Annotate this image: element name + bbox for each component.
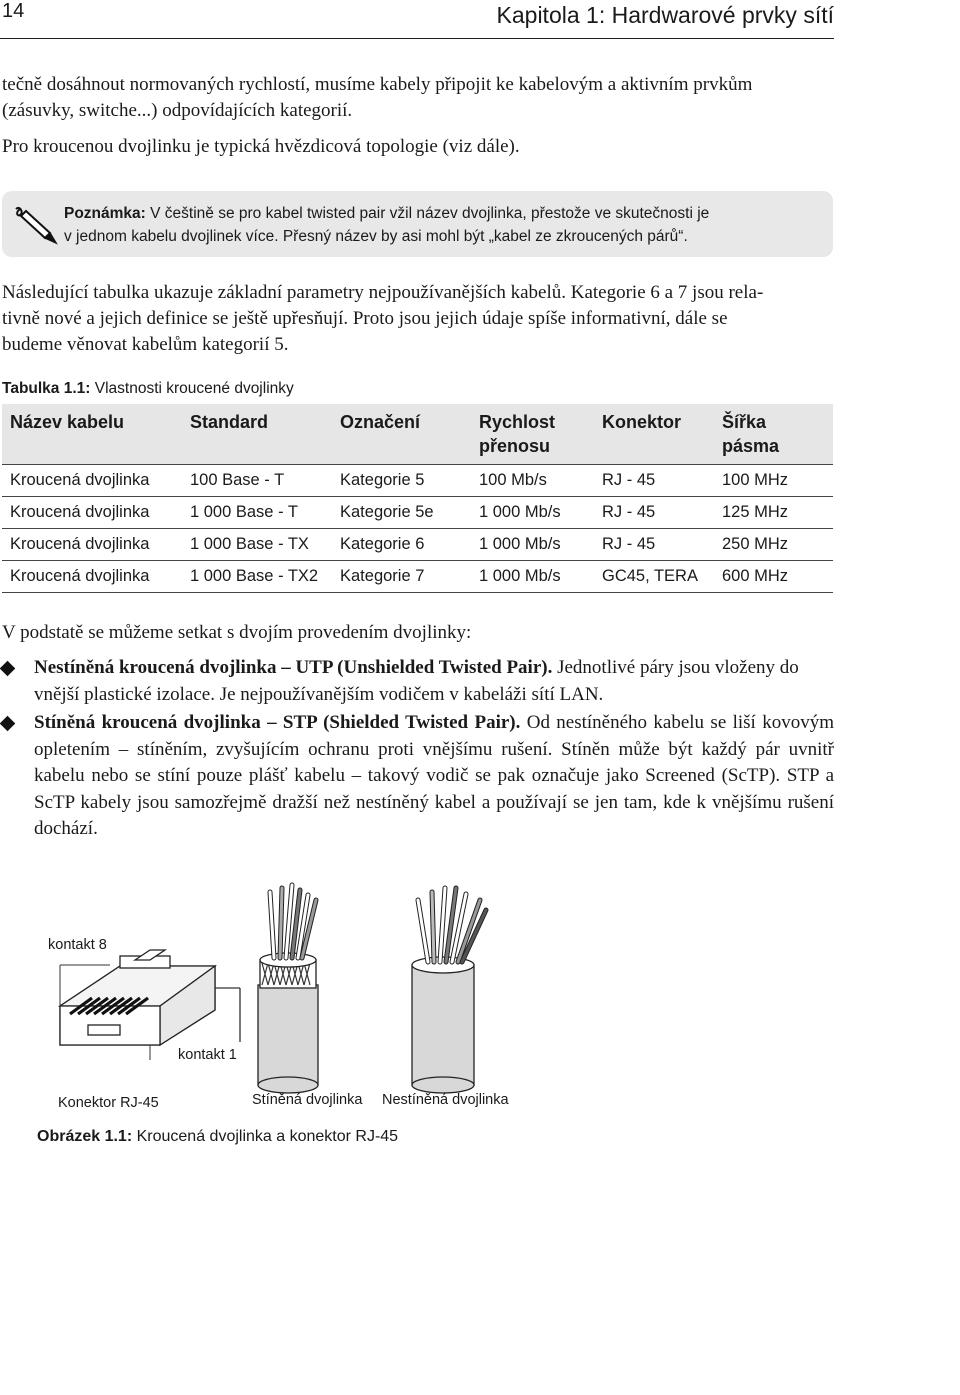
- table-cell: 1 000 Base - TX: [182, 529, 332, 561]
- table-intro-line-1: Následující tabulka ukazuje základní parametry nejpoužívanějších kabelů. Kategorie 6 a 7 jsou rela-: [2, 282, 764, 303]
- table-caption-text: Vlastnosti kroucené dvojlinky: [90, 380, 294, 397]
- cable-parameters-table: [2, 404, 833, 593]
- intro-line-2: (zásuvky, switche...) odpovídajících kategorií.: [2, 100, 353, 121]
- chapter-title: Kapitola 1: Hardwarové prvky sítí: [496, 2, 834, 28]
- table-row: [2, 497, 833, 529]
- table-cell: RJ - 45: [594, 465, 714, 497]
- table-cell: 125 MHz: [714, 497, 833, 529]
- table-cell: RJ - 45: [594, 529, 714, 561]
- list-item-title: Nestíněná kroucená dvojlinka – UTP (Unshielded Twisted Pair).: [34, 657, 553, 678]
- list-item-text: Od nestíněného kabelu se liší kovovým opletením – stíněním, zvyšujícím ochranu proti vnějšímu rušení. Stíněn může být každý pár uvnitř kabelu nebo se stíní pouze plášť kabelu – takový vodič se pak označuje jako Screened (ScTP). STP a ScTP kabely jsou samozřejmě dražší než nestíněný kabel a používají se jen tam, kde k vnějšímu rušení dochází.: [34, 712, 834, 839]
- topology-paragraph: Pro kroucenou dvojlinku je typická hvězdicová topologie (viz dále).: [2, 136, 520, 157]
- table-cell: 1 000 Mb/s: [471, 497, 594, 529]
- list-item-text: Jednotlivé páry jsou vloženy do vnější plastické izolace. Je nejpoužívanějším vodičem v kabeláži sítí LAN.: [34, 657, 799, 705]
- table-cell: Kroucená dvojlinka: [2, 561, 182, 593]
- note-box: [2, 191, 833, 257]
- list-item: [2, 655, 834, 708]
- table-cell: 100 Base - T: [182, 465, 332, 497]
- label-shielded-cable: Stíněná dvojlinka: [252, 1092, 363, 1108]
- diamond-bullet-icon: [0, 661, 15, 677]
- table-cell: Kroucená dvojlinka: [2, 497, 182, 529]
- table-cell: Kategorie 5: [332, 465, 471, 497]
- figure-caption-label: Obrázek 1.1:: [37, 1128, 133, 1145]
- table-cell: 1 000 Base - TX2: [182, 561, 332, 593]
- note-line-1: V češtině se pro kabel twisted pair vžil název dvojlinka, přestože ve skutečnosti je: [145, 205, 710, 222]
- table-cell: Kroucená dvojlinka: [2, 529, 182, 561]
- table-row: [2, 561, 833, 593]
- note-label: Poznámka:: [64, 205, 146, 222]
- table-intro-line-3: budeme věnovat kabelům kategorií 5.: [2, 334, 289, 355]
- list-item: [2, 710, 834, 843]
- column-header-standard: Standard: [182, 404, 332, 465]
- table-cell: Kategorie 7: [332, 561, 471, 593]
- table-intro-paragraph: [2, 280, 834, 358]
- page-header: [0, 0, 834, 39]
- cable-illustration: [0, 870, 960, 1120]
- table-cell: Kategorie 6: [332, 529, 471, 561]
- table-caption-label: Tabulka 1.1:: [2, 380, 91, 397]
- table-cell: 1 000 Base - T: [182, 497, 332, 529]
- table-header-row: [2, 404, 833, 465]
- column-header-connector: Konektor: [594, 404, 714, 465]
- shielded-cable-drawing: [258, 885, 318, 1093]
- table-row: [2, 465, 833, 497]
- column-header-designation: Označení: [332, 404, 471, 465]
- intro-paragraph: [2, 72, 834, 124]
- diamond-bullet-icon: [0, 716, 15, 732]
- types-intro: V podstatě se můžeme setkat s dvojím provedením dvojlinky:: [2, 622, 472, 643]
- table-cell: GC45, TERA: [594, 561, 714, 593]
- pencil-note-icon: [12, 199, 58, 245]
- column-header-speed: Rychlost přenosu: [471, 404, 594, 465]
- intro-line-1: tečně dosáhnout normovaných rychlostí, musíme kabely připojit ke kabelovým a aktivním prvkům: [2, 74, 753, 95]
- note-text: [64, 202, 824, 248]
- table-cell: 600 MHz: [714, 561, 833, 593]
- table-cell: 1 000 Mb/s: [471, 529, 594, 561]
- page-number: 14: [2, 0, 25, 22]
- table-cell: RJ - 45: [594, 497, 714, 529]
- table-cell: 250 MHz: [714, 529, 833, 561]
- column-header-name: Název kabelu: [2, 404, 182, 465]
- table-cell: 1 000 Mb/s: [471, 561, 594, 593]
- table-row: [2, 529, 833, 561]
- note-line-2: v jednom kabelu dvojlinek více. Přesný název by asi mohl být „kabel ze zkroucených párů“.: [64, 228, 688, 245]
- figure-caption: [37, 1128, 398, 1146]
- table-cell: Kategorie 5e: [332, 497, 471, 529]
- list-item-title: Stíněná kroucená dvojlinka – STP (Shielded Twisted Pair).: [34, 712, 521, 733]
- table-intro-line-2: tivně nové a jejich definice se ještě upřesňují. Proto jsou jejich údaje spíše informativní, dále se: [2, 308, 728, 329]
- unshielded-cable-drawing: [412, 888, 486, 1093]
- cable-types-list: [2, 655, 834, 845]
- label-contact-8: kontakt 8: [48, 937, 107, 953]
- table-cell: 100 Mb/s: [471, 465, 594, 497]
- label-unshielded-cable: Nestíněná dvojlinka: [382, 1092, 509, 1108]
- figure-cables: [0, 870, 960, 1170]
- figure-caption-text: Kroucená dvojlinka a konektor RJ-45: [132, 1128, 399, 1145]
- table-cell: 100 MHz: [714, 465, 833, 497]
- table-cell: Kroucená dvojlinka: [2, 465, 182, 497]
- column-header-bandwidth: Šířka pásma: [714, 404, 833, 465]
- rj45-connector-drawing: [60, 950, 240, 1045]
- label-contact-1: kontakt 1: [178, 1047, 237, 1063]
- table-caption: [2, 380, 294, 398]
- label-rj45-connector: Konektor RJ-45: [58, 1095, 159, 1111]
